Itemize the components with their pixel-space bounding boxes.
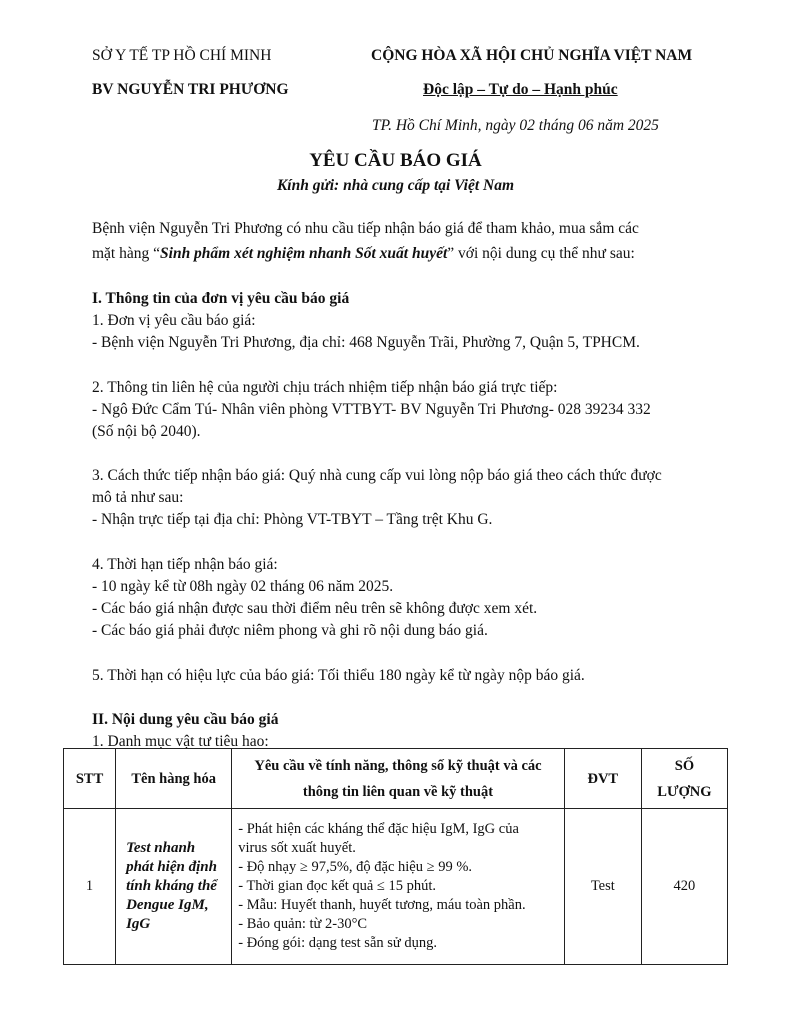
- item-4-detail-1: - 10 ngày kể từ 08h ngày 02 tháng 06 năm 2025.: [92, 578, 394, 595]
- intro-line-2: mặt hàng “Sinh phẩm xét nghiệm nhanh Sốt xuất huyết” với nội dung cụ thể như sau:: [92, 245, 635, 262]
- section-1-heading: I. Thông tin của đơn vị yêu cầu báo giá: [92, 290, 350, 307]
- product-name: Sinh phẩm xét nghiệm nhanh Sốt xuất huyết: [160, 245, 448, 262]
- page-title: YÊU CẦU BÁO GIÁ: [309, 150, 482, 171]
- agency-name: SỞ Y TẾ TP HỒ CHÍ MINH: [92, 47, 272, 64]
- col-header-stt: STT: [64, 749, 116, 809]
- item-1-detail: - Bệnh viện Nguyễn Tri Phương, địa chỉ: 468 Nguyễn Trãi, Phường 7, Quận 5, TPHCM.: [92, 334, 640, 351]
- national-title: CỘNG HÒA XÃ HỘI CHỦ NGHĨA VIỆT NAM: [371, 47, 693, 64]
- item-4-label: 4. Thời hạn tiếp nhận báo giá:: [92, 556, 278, 573]
- cell-qty: 420: [641, 809, 727, 965]
- cell-spec: [232, 809, 565, 965]
- list-label: 1. Danh mục vật tư tiêu hao:: [92, 733, 269, 750]
- section-2-heading: II. Nội dung yêu cầu báo giá: [92, 711, 279, 728]
- spec-line: - Đóng gói: dạng test sẵn sử dụng.: [238, 935, 438, 951]
- spec-line: - Phát hiện các kháng thể đặc hiệu IgM, IgG của: [238, 821, 519, 837]
- item-1-label: 1. Đơn vị yêu cầu báo giá:: [92, 312, 256, 329]
- date-line: TP. Hồ Chí Minh, ngày 02 tháng 06 năm 2025: [372, 117, 659, 134]
- item-3-line-1: 3. Cách thức tiếp nhận báo giá: Quý nhà cung cấp vui lòng nộp báo giá theo cách thức được: [92, 467, 662, 484]
- item-2-detail-2: (Số nội bộ 2040).: [92, 423, 201, 440]
- col-header-unit: ĐVT: [564, 749, 641, 809]
- item-3-line-2: mô tả như sau:: [92, 489, 184, 506]
- intro-line-1: Bệnh viện Nguyễn Tri Phương có nhu cầu tiếp nhận báo giá để tham khảo, mua sắm các: [92, 220, 639, 237]
- spec-line: - Bảo quản: từ 2-30°C: [238, 916, 368, 932]
- item-2-detail-1: - Ngô Đức Cẩm Tú- Nhân viên phòng VTTBYT- BV Nguyễn Tri Phương- 028 39234 332: [92, 401, 651, 418]
- recipient-line: Kính gửi: nhà cung cấp tại Việt Nam: [276, 177, 515, 194]
- item-4-detail-3: - Các báo giá phải được niêm phong và ghi rõ nội dung báo giá.: [92, 622, 488, 639]
- col-header-qty: SỐ LƯỢNG: [641, 749, 727, 809]
- spec-line: - Thời gian đọc kết quả ≤ 15 phút.: [238, 878, 437, 894]
- cell-name: Test nhanh phát hiện định tính kháng thể Dengue IgM, IgG: [116, 809, 232, 965]
- materials-table: [63, 748, 728, 965]
- item-3-detail: - Nhận trực tiếp tại địa chỉ: Phòng VT-TBYT – Tầng trệt Khu G.: [92, 511, 493, 528]
- cell-unit: Test: [564, 809, 641, 965]
- item-5: 5. Thời hạn có hiệu lực của báo giá: Tối thiểu 180 ngày kể từ ngày nộp báo giá.: [92, 667, 585, 684]
- item-2-label: 2. Thông tin liên hệ của người chịu trách nhiệm tiếp nhận báo giá trực tiếp:: [92, 379, 558, 396]
- item-4-detail-2: - Các báo giá nhận được sau thời điểm nêu trên sẽ không được xem xét.: [92, 600, 538, 617]
- col-header-name: Tên hàng hóa: [116, 749, 232, 809]
- col-header-spec: Yêu cầu về tính năng, thông số kỹ thuật và các thông tin liên quan về kỹ thuật: [232, 749, 565, 809]
- spec-line: virus sốt xuất huyết.: [238, 840, 356, 856]
- spec-line: - Mẫu: Huyết thanh, huyết tương, máu toàn phần.: [238, 897, 526, 913]
- cell-stt: 1: [64, 809, 116, 965]
- national-motto: Độc lập – Tự do – Hạnh phúc: [423, 81, 618, 98]
- spec-line: - Độ nhạy ≥ 97,5%, độ đặc hiệu ≥ 99 %.: [238, 859, 473, 875]
- table-row: [64, 809, 728, 965]
- hospital-name: BV NGUYỄN TRI PHƯƠNG: [92, 81, 289, 98]
- table-header-row: [64, 749, 728, 809]
